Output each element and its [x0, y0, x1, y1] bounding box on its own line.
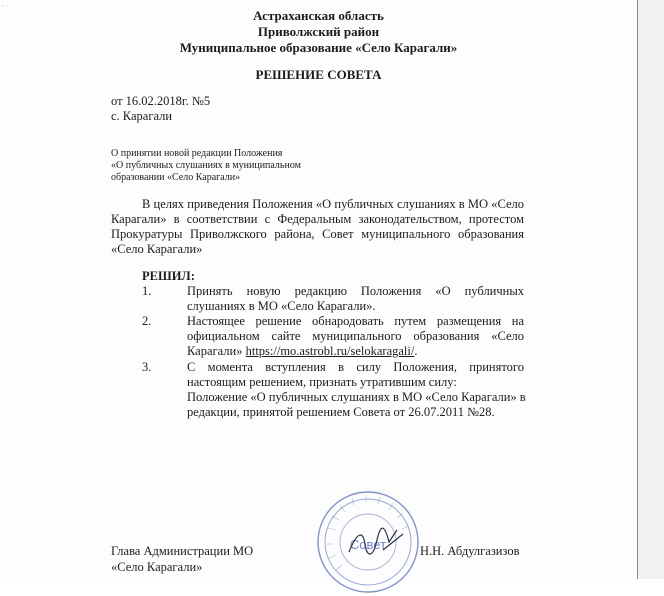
website-link[interactable]: https://mo.astrobl.ru/selokaragali/: [245, 344, 415, 358]
item-line: С момента вступления в силу Положения, принятого: [187, 360, 524, 374]
item-number: 2.: [142, 314, 152, 328]
place-line: с. Карагали: [111, 109, 173, 123]
item-line: официальном сайте муниципального образования «Село: [187, 329, 524, 343]
signatory-position: «Село Карагали»: [111, 560, 203, 574]
subject-line: «О публичных слушаниях в муниципальном: [111, 160, 301, 171]
preamble-line: «Село Карагали»: [111, 242, 203, 256]
preamble-line: Прокуратуры Приволжского района, Совет муниципального образования: [111, 227, 524, 241]
item-line-with-link: [187, 344, 417, 359]
item-line: редакции, принятой решением Совета от 26.07.2011 №28.: [187, 405, 495, 419]
header-municipality: Муниципальное образование «Село Карагали»: [179, 40, 458, 55]
signatory-position: Глава Администрации МО: [111, 544, 254, 558]
subject-line: образовании «Село Карагали»: [111, 172, 241, 183]
item-line: Принять новую редакцию Положения «О публичных: [187, 284, 524, 298]
viewer-background: [638, 0, 664, 579]
item-line: настоящим решением, признать утратившим силу:: [187, 375, 457, 389]
item-line: слушаниях в МО «Село Карагали».: [187, 299, 376, 313]
stamp-text: Совет: [349, 537, 387, 552]
subject-line: О принятии новой редакции Положения: [111, 148, 283, 159]
handwritten-signature: [345, 522, 405, 562]
item-line-prefix: Карагали»: [187, 344, 246, 358]
scan-mark: · ·: [2, 2, 10, 11]
item-line: Настоящее решение обнародовать путем размещения на: [187, 314, 524, 328]
preamble-line: В целях приведения Положения «О публичных слушаниях в МО «Село: [142, 197, 524, 211]
header-district: Приволжский район: [257, 24, 380, 39]
item-number: 3.: [142, 360, 152, 374]
item-line: Положение «О публичных слушаниях в МО «Село Карагали» в: [187, 390, 526, 404]
signatory-name: Н.Н. Абдулгазизов: [420, 544, 520, 558]
decided-label: РЕШИЛ:: [142, 269, 195, 283]
document-title: РЕШЕНИЕ СОВЕТА: [255, 67, 382, 82]
item-line-suffix: .: [414, 344, 418, 358]
date-line: от 16.02.2018г. №5: [111, 94, 211, 108]
header-region: Астраханская область: [253, 8, 384, 23]
item-number: 1.: [142, 284, 152, 298]
preamble-line: Карагали» в соответствии с Федеральным законодательством, протестом: [111, 212, 524, 226]
